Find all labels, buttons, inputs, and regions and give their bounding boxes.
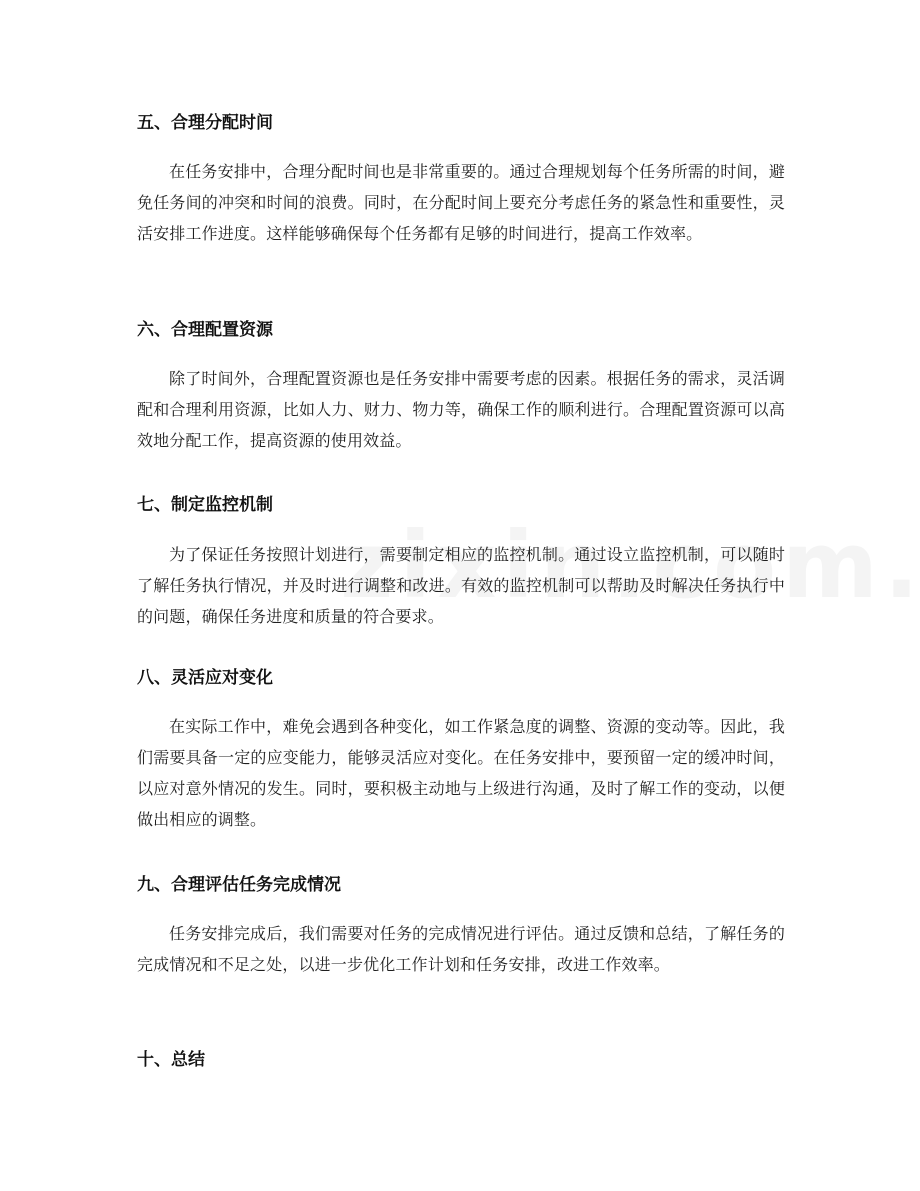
- section-heading: 五、合理分配时间: [137, 113, 273, 133]
- section-heading: 六、合理配置资源: [137, 320, 273, 340]
- section-paragraph: 为了保证任务按照计划进行，需要制定相应的监控机制。通过设立监控机制，可以随时了解任务执行情况，并及时进行调整和改进。有效的监控机制可以帮助及时解决任务执行中的问题，确保任务进度和质量的符合要求。: [137, 545, 785, 626]
- section-heading: 九、合理评估任务完成情况: [137, 875, 341, 895]
- section-paragraph: 在任务安排中，合理分配时间也是非常重要的。通过合理规划每个任务所需的时间，避免任务间的冲突和时间的浪费。同时，在分配时间上要充分考虑任务的紧急性和重要性，灵活安排工作进度。这样能够确保每个任务都有足够的时间进行，提高工作效率。: [137, 162, 785, 243]
- section-paragraph: 任务安排完成后，我们需要对任务的完成情况进行评估。通过反馈和总结，了解任务的完成情况和不足之处，以进一步优化工作计划和任务安排，改进工作效率。: [137, 924, 785, 974]
- section-heading: 七、制定监控机制: [137, 495, 273, 515]
- section-paragraph: 在实际工作中，难免会遇到各种变化，如工作紧急度的调整、资源的变动等。因此，我们需要具备一定的应变能力，能够灵活应对变化。在任务安排中，要预留一定的缓冲时间，以应对意外情况的发生。同时，要积极主动地与上级进行沟通，及时了解工作的变动，以便做出相应的调整。: [137, 717, 785, 829]
- section-paragraph: 除了时间外，合理配置资源也是任务安排中需要考虑的因素。根据任务的需求，灵活调配和合理利用资源，比如人力、财力、物力等，确保工作的顺利进行。合理配置资源可以高效地分配工作，提高资源的使用效益。: [137, 369, 785, 450]
- section-heading: 十、总结: [137, 1050, 205, 1070]
- section-heading: 八、灵活应对变化: [137, 668, 273, 688]
